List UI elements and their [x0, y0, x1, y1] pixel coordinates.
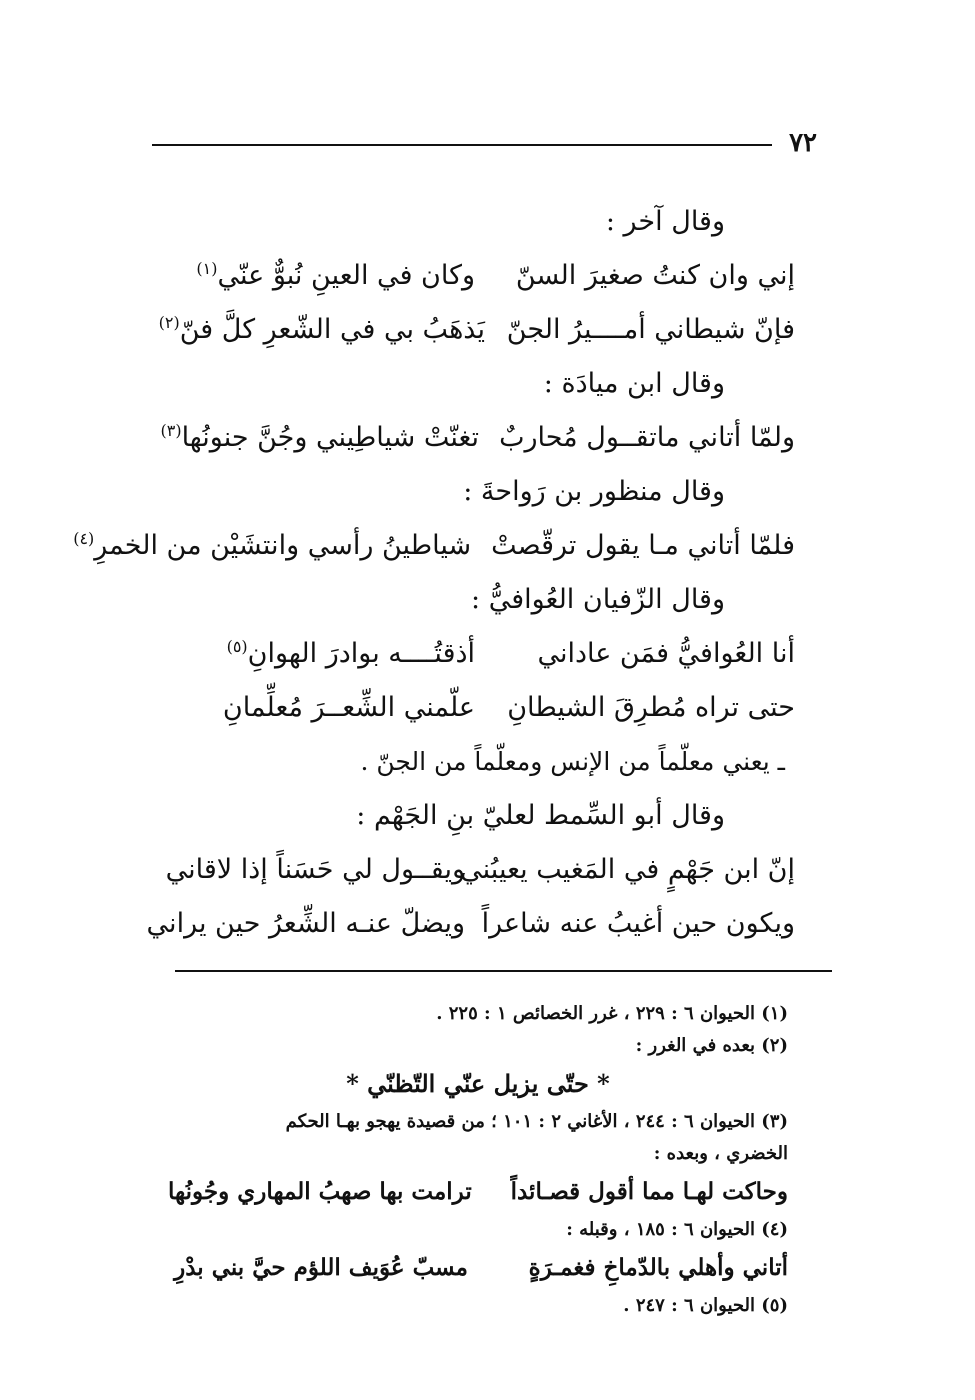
verse-second-hemistich: ويضلّ عنـه الشِّعرُ حين يراني: [146, 908, 465, 939]
footnote-line: (٥) الحيوان ٦ : ٢٤٧ .: [623, 1295, 788, 1316]
verse-second-hemistich: وكان في العينِ نُبوٌّ عنّي$^{(١)}$: [196, 259, 475, 291]
footnote-marker: (١): [196, 259, 218, 278]
verse-first-hemistich: إني وان كنتُ صغيرَ السنّ: [515, 260, 795, 291]
verse-line: [160, 411, 795, 465]
verse-first-hemistich: أتاني وأهلي بالدّماخِ فغمـرَةٍ: [528, 1254, 788, 1281]
verse-second-hemistich: علّمني الشِّعــرَ مُعلِّمانِ: [222, 692, 475, 723]
footnote-quote: * حتّى يزيل عنّي التّظنّي *: [346, 1069, 610, 1098]
verse-line: [175, 681, 795, 735]
footnote-marker: (٢): [158, 313, 180, 332]
verse-first-hemistich: أنا العُوافيُّ فمَن عاداني: [537, 638, 795, 669]
verse-first-hemistich: فلمّا أتاني مـا يقول ترقّصتْ: [491, 530, 795, 561]
speaker-intro: وقال منظور بن رَواحةَ :: [463, 476, 725, 507]
speaker-intro: وقال آخر :: [605, 206, 725, 237]
footnote-verse: [168, 1246, 788, 1290]
verse-line: [175, 627, 795, 681]
verse-line: [165, 843, 795, 897]
footnote-marker: (٣): [160, 421, 182, 440]
footnote-line: (١) الحيوان ٦ : ٢٢٩ ، غرر الخصائص ١ : ٢٢٥ .: [436, 1003, 788, 1024]
verse-second-hemistich: ويقــول لي حَسَناً إذا لاقاني: [165, 854, 465, 885]
verse-first-hemistich: حتى تراه مُطرِقَ الشيطانِ: [507, 692, 795, 723]
verse-second-hemistich: أذقتُــــه بوادرَ الهوانِ$^{(٥)}$: [226, 637, 475, 669]
verse-first-hemistich: ولمّا أتاني ماتقــول مُحاربٌ: [499, 422, 795, 453]
speaker-intro: وقال الزّفيان العُوافيُّ :: [471, 584, 725, 615]
speaker-intro: وقال أبو السِّمط لعليّ بنِ الجَهْم :: [356, 800, 725, 831]
verse-first-hemistich: إنّ ابن جَهْمٍ في المَغيب يعيبُني: [460, 854, 795, 885]
header-rule: [152, 144, 772, 146]
footnote-verse: [168, 1170, 788, 1214]
footnote-marker: (٤): [73, 529, 95, 548]
footnote-line: (٣) الحيوان ٦ : ٢٤٤ ، الأغاني ٢ : ١٠١ ؛ من قصيدة يهجو بهـا الحكم: [285, 1111, 788, 1132]
verse-second-hemistich: مسبّ عُوَيف اللؤم حيَّ بني بدْرِ: [174, 1254, 468, 1281]
verse-second-hemistich: يَذهَبُ بي في الشّعرِ كلَّ فنّ$^{(٢)}$: [158, 313, 485, 345]
commentary-line: ـ يعني معلّماً من الإنس ومعلّماً من الجنّ .: [360, 747, 785, 776]
verse-first-hemistich: وحاكت لهـا مما أقول قصـائداً: [510, 1178, 788, 1205]
verse-line: [175, 249, 795, 303]
footnote-line: الخضري ، وبعده :: [653, 1143, 788, 1164]
verse-second-hemistich: ترامت بها صهبُ المهاري وجُونُها: [168, 1178, 472, 1205]
footnotes: [168, 998, 788, 1322]
verse-first-hemistich: ويكون حين أغيبُ عنه شاعراً: [481, 908, 795, 939]
verse-line: [73, 519, 795, 573]
verse-line: [146, 897, 795, 951]
footnote-marker: (٥): [226, 637, 248, 656]
footnote-line: (٢) بعده في الغرر :: [635, 1035, 788, 1056]
verse-second-hemistich: شياطينُ رأسي وانتشَيْن من الخمرِ$^{(٤)}$: [73, 529, 472, 561]
verse-line: [158, 303, 795, 357]
verse-first-hemistich: فإنّ شيطاني أمــــيرُ الجنّ: [506, 314, 795, 345]
speaker-intro: وقال ابن ميادَة :: [543, 368, 725, 399]
page-number: ٧٢: [789, 128, 817, 158]
footnote-line: (٤) الحيوان ٦ : ١٨٥ ، وقبله :: [566, 1219, 788, 1240]
verse-second-hemistich: تغنّتْ شياطِيني وجُنَّ جنونُها$^{(٣)}$: [160, 421, 480, 453]
poem-body: [73, 195, 795, 951]
footnote-rule: [175, 970, 832, 972]
